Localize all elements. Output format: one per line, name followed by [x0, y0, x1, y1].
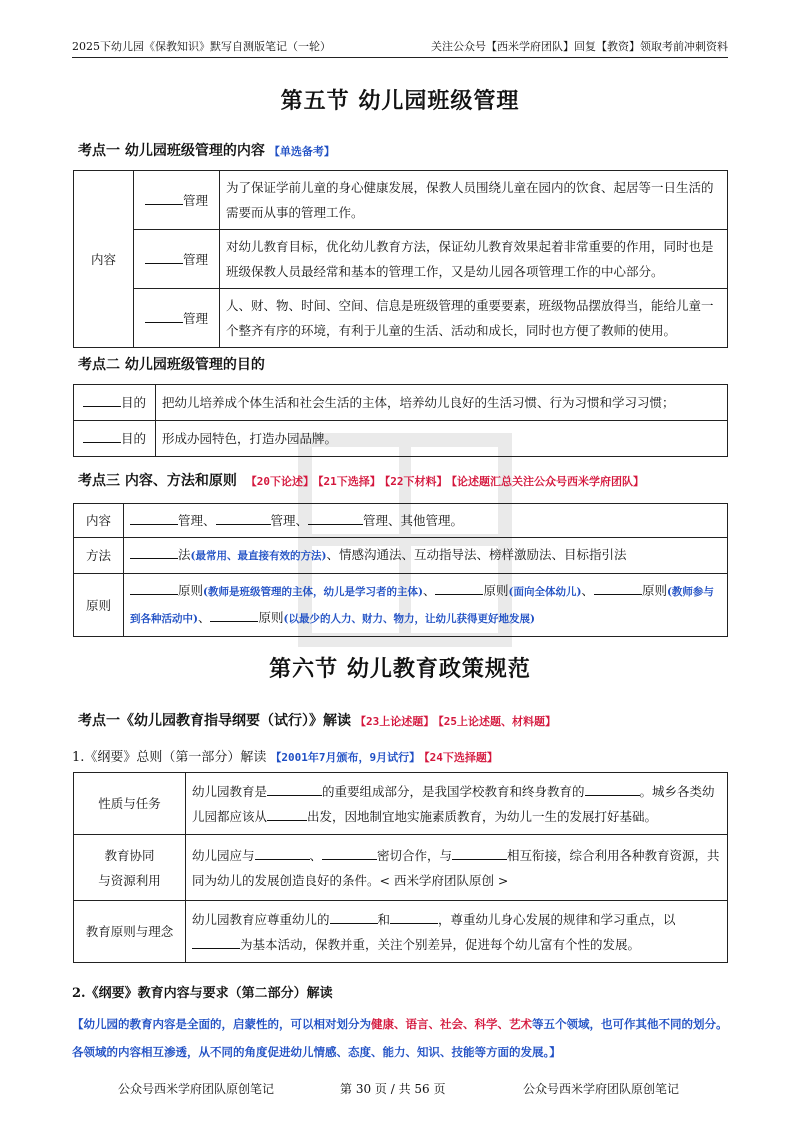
kp1-row2-label: 管理	[134, 230, 220, 289]
kp3-tag-2: 【21下选择】	[318, 475, 381, 488]
kp3-principle-text: 原则(教师是班级管理的主体，幼儿是学习者的主体)、 原则(面向全体幼儿)、 原则(教师参与到各种活动中)、 原则(以最少的人力、财力、物力，让幼儿获得更好地发展)	[124, 574, 728, 637]
kp1-tag: 【单选备考】	[268, 145, 335, 158]
kp2-row2-label: 目的	[74, 421, 156, 457]
outline-row3-label: 教育原则与理念	[74, 901, 186, 963]
kp1-row3-label: 管理	[134, 289, 220, 348]
kp3-content-text: 管理、 管理、 管理、其他管理。	[124, 504, 728, 538]
kp3-content-label: 内容	[74, 504, 124, 538]
kp3-tag-3: 【22下材料】	[384, 475, 448, 488]
kp1-row2-text: 对幼儿教育目标，优化幼儿教育方法，保证幼儿教育效果起着非常重要的作用，同时也是班级保教人员最经常和基本的管理工作，又是幼儿园各项管理工作的中心部分。	[220, 230, 728, 289]
kp1-group-label: 内容	[74, 171, 134, 348]
s6-kp1-tag-1: 【23上论述题】	[355, 715, 435, 728]
header-right: 关注公众号【西米学府团队】回复【教资】领取考前冲刺资料	[431, 40, 728, 53]
kp3-table	[73, 503, 728, 637]
sub2-title	[72, 982, 333, 1001]
kp2-row2-text: 形成办园特色，打造办园品牌。	[156, 421, 728, 457]
page-header	[72, 34, 728, 58]
header-left: 2025下幼儿园《保教知识》默写自测版笔记（一轮）	[72, 40, 331, 53]
s6-kp1-title	[78, 710, 556, 730]
footer-left: 公众号西米学府团队原创笔记	[118, 1082, 275, 1096]
outline-row2-text: 幼儿园应与 、 密切合作，与 相互衔接，综合利用各种教育资源，共同为幼儿的发展创造良好的条件。< 西米学府团队原创 >	[186, 835, 728, 901]
kp1-title-text: 考点一 幼儿园班级管理的内容	[78, 143, 265, 159]
content-note: 【幼儿园的教育内容是全面的，启蒙性的，可以相对划分为健康、语言、社会、科学、艺术等五个领域，也可作其他不同的划分。各领域的内容相互渗透，从不同的角度促进幼儿情感、态度、能力、知识、技能等方面的发展。】	[72, 1017, 728, 1059]
kp3-principle-label: 原则	[74, 574, 124, 637]
kp3-tag-1: 【20下论述】	[245, 475, 314, 488]
kp3-title	[78, 470, 644, 490]
sub1-tag-red: 【24下选择题】	[424, 751, 498, 764]
kp2-table	[73, 384, 728, 457]
outline-row1-label: 性质与任务	[74, 773, 186, 835]
outline-row1-text: 幼儿园教育是 的重要组成部分，是我国学校教育和终身教育的 。城乡各类幼儿园都应该从 出发，因地制宜地实施素质教育，为幼儿一生的发展打好基础。	[186, 773, 728, 835]
kp3-method-text: 法(最常用、最直接有效的方法)、情感沟通法、互动指导法、榜样激励法、目标指引法	[124, 538, 728, 574]
kp1-title	[78, 140, 335, 160]
kp1-row1-label: 管理	[134, 171, 220, 230]
sub1-title-text: 1.《纲要》总则（第一部分）解读	[72, 750, 267, 765]
kp2-title: 考点二 幼儿园班级管理的目的	[78, 357, 265, 373]
section6-title: 第六节 幼儿教育政策规范	[269, 656, 531, 682]
sub2-title-text: 2.《纲要》教育内容与要求（第二部分）解读	[72, 986, 333, 1001]
sub1-title	[72, 746, 498, 765]
page-number: 第 30 页 / 共 56 页	[340, 1082, 446, 1096]
kp3-method-label: 方法	[74, 538, 124, 574]
s6-kp1-title-text: 考点一《幼儿园教育指导纲要（试行）》解读	[78, 713, 351, 729]
kp2-row1-label: 目的	[74, 385, 156, 421]
footer-right: 公众号西米学府团队原创笔记	[523, 1082, 680, 1096]
kp1-row1-text: 为了保证学前儿童的身心健康发展，保教人员围绕儿童在园内的饮食、起居等一日生活的需要而从事的管理工作。	[220, 171, 728, 230]
outline-row2-label: 教育协同 与资源利用	[74, 835, 186, 901]
kp1-table	[73, 170, 728, 348]
outline-row3-text: 幼儿园教育应尊重幼儿的 和 ，尊重幼儿身心发展的规律和学习重点，以为基本活动，保教并重，关注个别差异，促进每个幼儿富有个性的发展。	[186, 901, 728, 963]
kp3-tag-4: 【论述题汇总关注公众号西米学府团队】	[451, 475, 644, 488]
kp3-title-text: 考点三 内容、方法和原则	[78, 473, 237, 489]
kp2-row1-text: 把幼儿培养成个体生活和社会生活的主体，培养幼儿良好的生活习惯、行为习惯和学习习惯；	[156, 385, 728, 421]
s6-kp1-tag-2: 【25上论述题、材料题】	[438, 715, 556, 728]
outline-table	[73, 772, 728, 963]
kp1-row3-text: 人、财、物、时间、空间、信息是班级管理的重要要素，班级物品摆放得当，能给儿童一个整齐有序的环境，有利于儿童的生活、活动和成长，同时也方便了教师的使用。	[220, 289, 728, 348]
sub1-tag-blue: 【2001年7月颁布，9月试行】	[270, 751, 421, 764]
section5-title: 第五节 幼儿园班级管理	[280, 88, 520, 114]
